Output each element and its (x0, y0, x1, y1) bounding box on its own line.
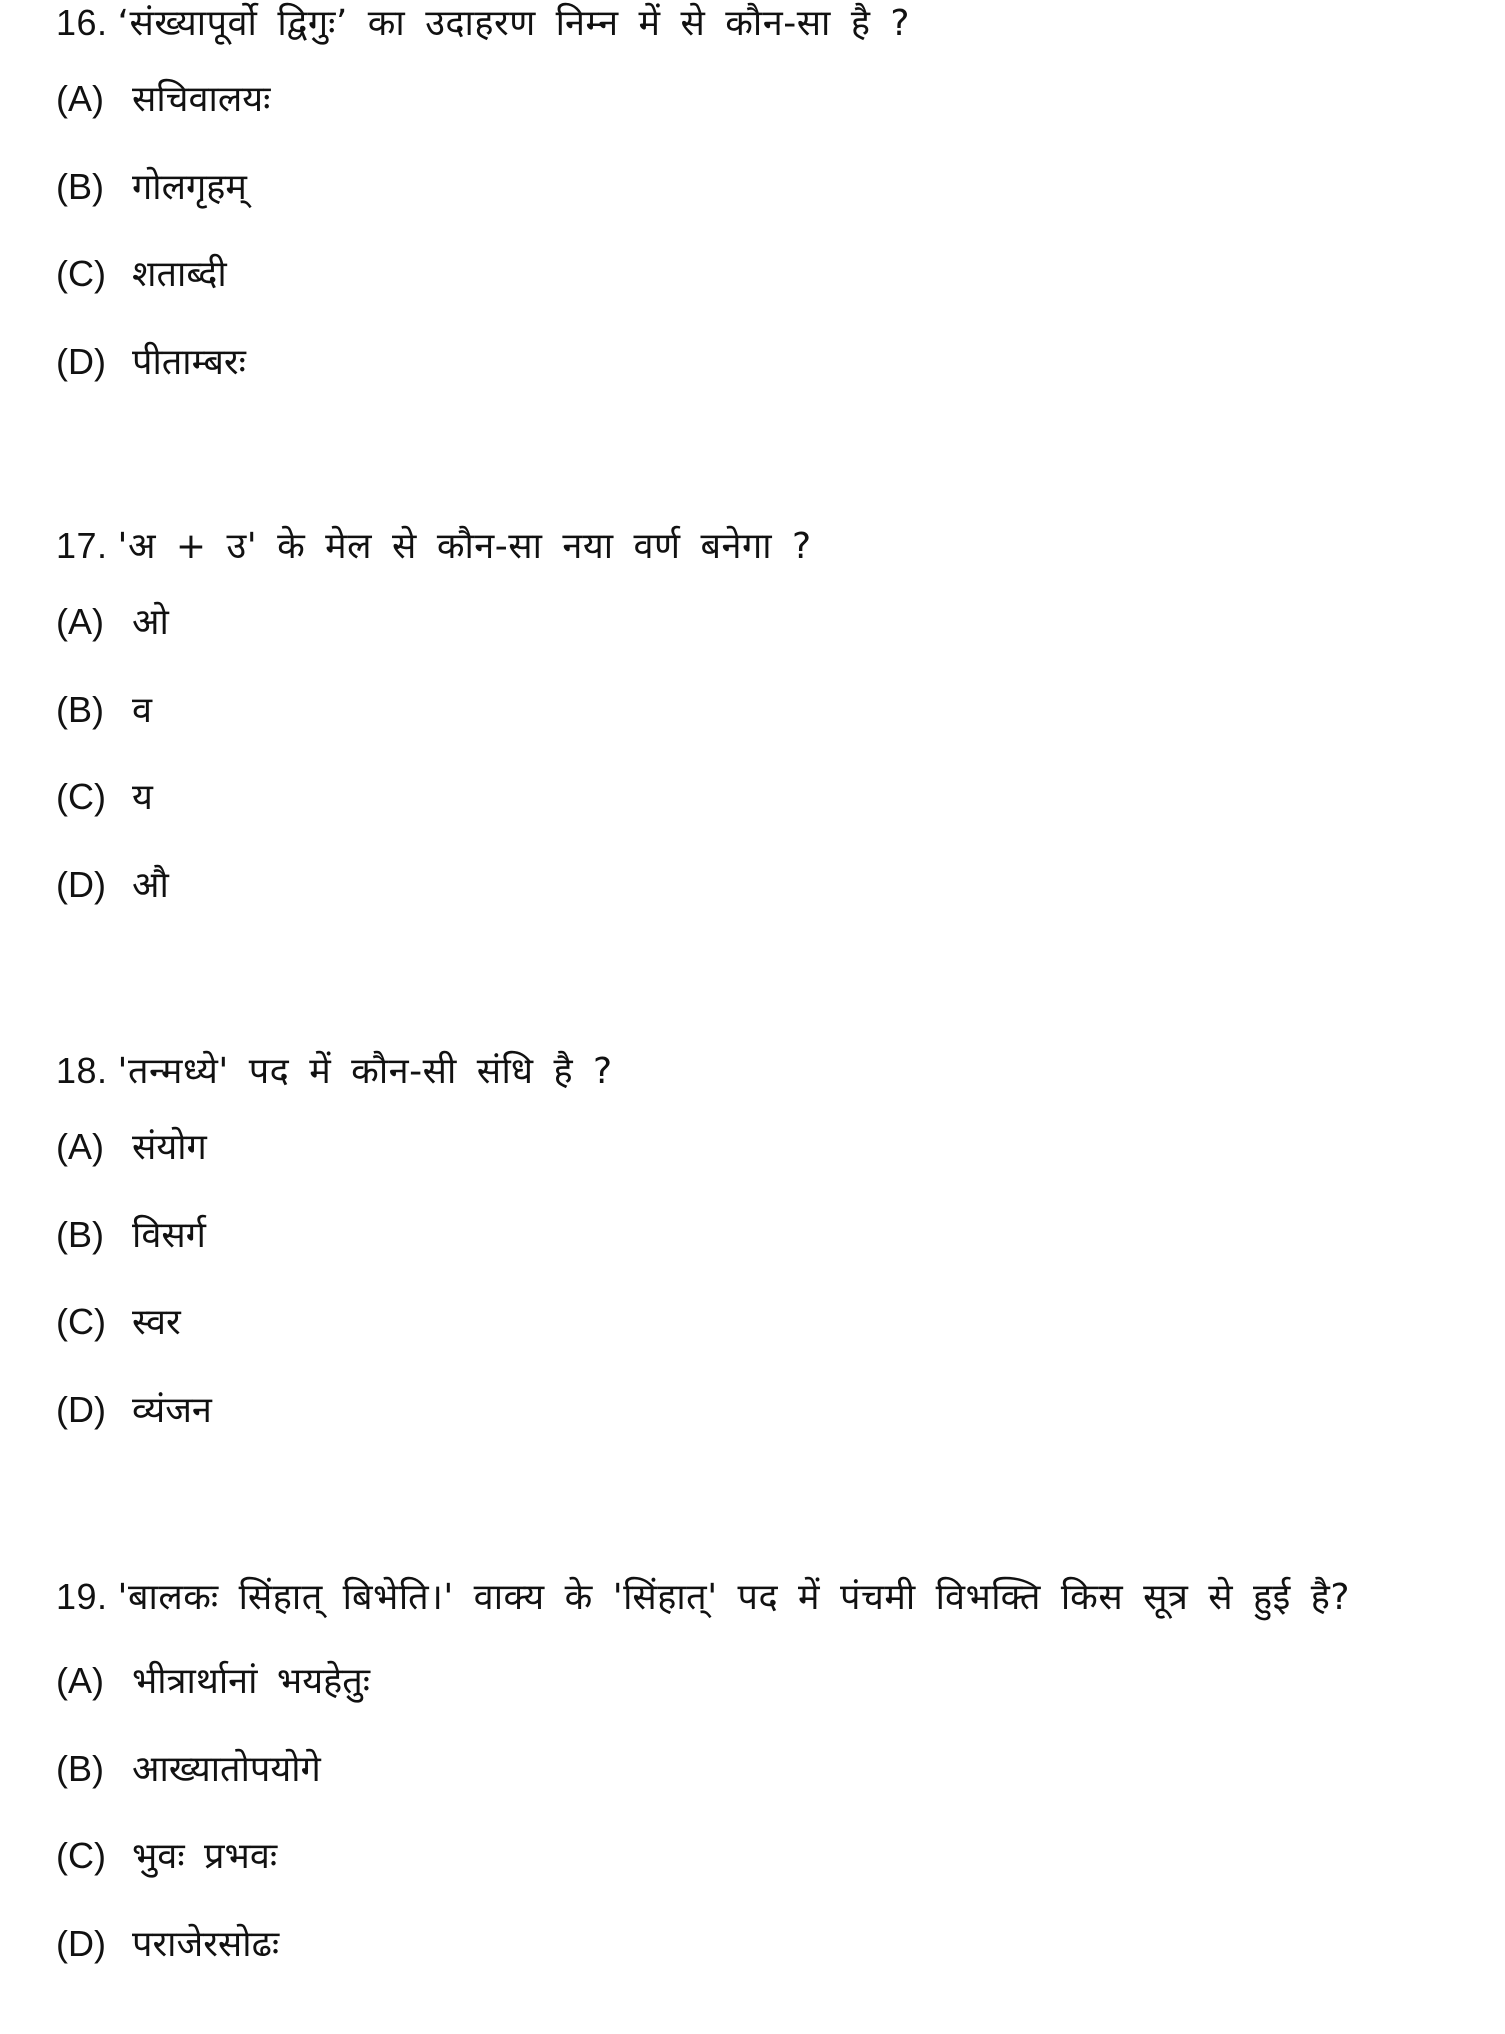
option-letter: (B) (56, 165, 104, 207)
question-19 (56, 1566, 1436, 1987)
option-letter: (D) (56, 1388, 106, 1430)
option-d[interactable] (56, 1366, 1436, 1454)
option-text: संयोग (132, 1127, 207, 1168)
question-text: 'अ + उ' के मेल से कौन-सा नया वर्ण बनेगा ? (117, 526, 812, 567)
option-text: व (132, 689, 153, 731)
option-text: गोलगृहम् (132, 166, 247, 208)
option-letter: (A) (56, 601, 104, 642)
option-letter: (D) (56, 1922, 106, 1964)
option-letter: (A) (56, 1660, 104, 1701)
option-c[interactable] (56, 1278, 1436, 1366)
option-c[interactable] (56, 230, 1436, 318)
question-18 (56, 1040, 1436, 1453)
option-d[interactable] (56, 1900, 1436, 1988)
option-letter: (C) (56, 1835, 106, 1876)
option-letter: (B) (56, 1747, 104, 1789)
option-letter: (A) (56, 78, 104, 119)
option-text: आख्यातोपयोगे (132, 1748, 321, 1790)
option-text: पराजेरसोढः (132, 1923, 280, 1965)
option-letter: (D) (56, 340, 106, 382)
question-number: 17. (56, 525, 108, 566)
option-text: औ (132, 864, 169, 906)
option-text: विसर्ग (132, 1214, 206, 1256)
question-stem (56, 515, 1436, 578)
option-b[interactable] (56, 666, 1436, 754)
question-stem (56, 0, 1436, 55)
option-text: य (132, 777, 153, 818)
options-list (56, 55, 1436, 405)
option-text: स्वर (132, 1302, 181, 1343)
option-letter: (B) (56, 688, 104, 730)
option-letter: (C) (56, 776, 106, 817)
question-stem (56, 1566, 1436, 1629)
option-letter: (C) (56, 1301, 106, 1342)
option-text: सचिवालयः (132, 79, 271, 120)
options-list (56, 578, 1436, 928)
option-a[interactable] (56, 578, 1436, 666)
option-a[interactable] (56, 55, 1436, 143)
option-b[interactable] (56, 1191, 1436, 1279)
question-number: 16. (56, 2, 108, 43)
option-a[interactable] (56, 1103, 1436, 1191)
question-17 (56, 515, 1436, 928)
option-d[interactable] (56, 841, 1436, 929)
question-text: ‘संख्यापूर्वो द्विगुः’ का उदाहरण निम्न में से कौन-सा है ? (117, 3, 910, 44)
option-text: शताब्दी (132, 254, 227, 295)
option-letter: (D) (56, 863, 106, 905)
question-stem (56, 1040, 1436, 1103)
option-b[interactable] (56, 143, 1436, 231)
question-number: 19. (56, 1576, 108, 1617)
option-c[interactable] (56, 753, 1436, 841)
option-letter: (C) (56, 253, 106, 294)
option-text: भीत्रार्थानां भयहेतुः (132, 1661, 370, 1702)
option-d[interactable] (56, 318, 1436, 406)
option-c[interactable] (56, 1812, 1436, 1900)
options-list (56, 1103, 1436, 1453)
option-letter: (B) (56, 1213, 104, 1255)
option-b[interactable] (56, 1725, 1436, 1813)
option-text: भुवः प्रभवः (132, 1836, 278, 1877)
question-text: 'बालकः सिंहात् बिभेति।' वाक्य के 'सिंहात्' पद में पंचमी विभक्ति किस सूत्र से हुई है? (117, 1577, 1350, 1618)
question-text: 'तन्मध्ये' पद में कौन-सी संधि है ? (117, 1051, 613, 1092)
options-list (56, 1637, 1436, 1987)
option-a[interactable] (56, 1637, 1436, 1725)
option-text: ओ (132, 602, 169, 643)
option-letter: (A) (56, 1126, 104, 1167)
option-text: पीताम्बरः (132, 341, 246, 383)
option-text: व्यंजन (132, 1389, 212, 1431)
question-number: 18. (56, 1050, 108, 1091)
question-16 (56, 0, 1436, 405)
